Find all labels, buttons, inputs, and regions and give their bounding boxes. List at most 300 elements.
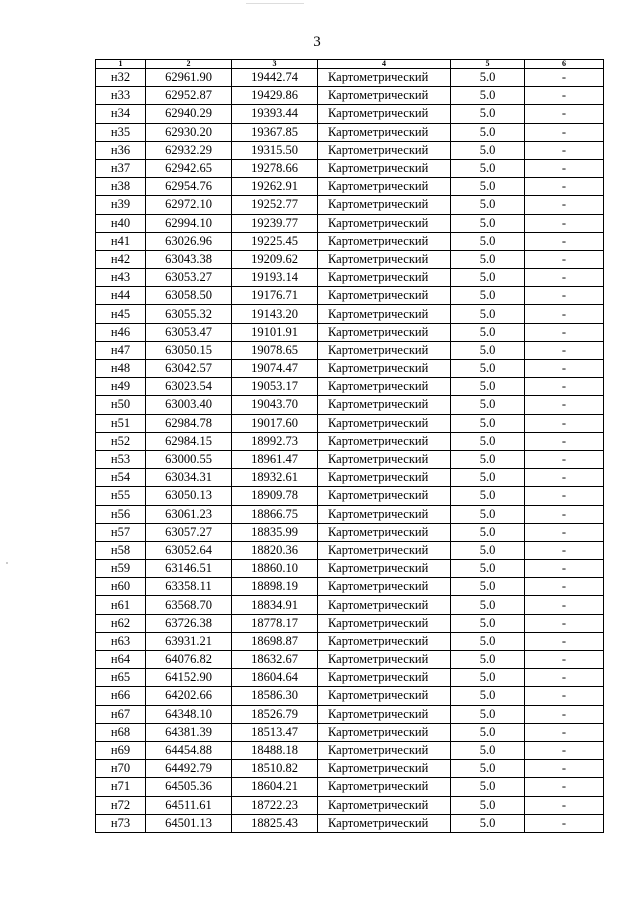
table-row — [96, 378, 604, 396]
method-cell: Картометрический — [318, 341, 451, 359]
point-id-cell: н33 — [96, 87, 146, 105]
table-row — [96, 360, 604, 378]
x-coordinate-cell: 63146.51 — [146, 560, 232, 578]
accuracy-cell: 5.0 — [451, 178, 525, 196]
accuracy-cell: 5.0 — [451, 469, 525, 487]
point-id-cell: н59 — [96, 560, 146, 578]
x-coordinate-cell: 62984.15 — [146, 432, 232, 450]
accuracy-cell: 5.0 — [451, 596, 525, 614]
table-row — [96, 105, 604, 123]
method-cell: Картометрический — [318, 250, 451, 268]
point-id-cell: н66 — [96, 687, 146, 705]
point-id-cell: н45 — [96, 305, 146, 323]
description-cell: - — [525, 396, 604, 414]
x-coordinate-cell: 62984.78 — [146, 414, 232, 432]
description-cell: - — [525, 614, 604, 632]
x-coordinate-cell: 63026.96 — [146, 232, 232, 250]
accuracy-cell: 5.0 — [451, 687, 525, 705]
description-cell: - — [525, 723, 604, 741]
accuracy-cell: 5.0 — [451, 287, 525, 305]
description-cell: - — [525, 469, 604, 487]
y-coordinate-cell: 19043.70 — [232, 396, 318, 414]
description-cell: - — [525, 123, 604, 141]
table-row — [96, 414, 604, 432]
point-id-cell: н57 — [96, 523, 146, 541]
x-coordinate-cell: 62961.90 — [146, 69, 232, 87]
description-cell: - — [525, 250, 604, 268]
description-cell: - — [525, 632, 604, 650]
point-id-cell: н67 — [96, 705, 146, 723]
x-coordinate-cell: 63053.47 — [146, 323, 232, 341]
y-coordinate-cell: 18835.99 — [232, 523, 318, 541]
table-row — [96, 269, 604, 287]
y-coordinate-cell: 18604.64 — [232, 669, 318, 687]
y-coordinate-cell: 19209.62 — [232, 250, 318, 268]
x-coordinate-cell: 62952.87 — [146, 87, 232, 105]
accuracy-cell: 5.0 — [451, 778, 525, 796]
description-cell: - — [525, 687, 604, 705]
table-row — [96, 778, 604, 796]
y-coordinate-cell: 18488.18 — [232, 741, 318, 759]
description-cell: - — [525, 450, 604, 468]
accuracy-cell: 5.0 — [451, 487, 525, 505]
method-cell: Картометрический — [318, 705, 451, 723]
accuracy-cell: 5.0 — [451, 505, 525, 523]
table-row — [96, 632, 604, 650]
accuracy-cell: 5.0 — [451, 432, 525, 450]
x-coordinate-cell: 64381.39 — [146, 723, 232, 741]
y-coordinate-cell: 18898.19 — [232, 578, 318, 596]
x-coordinate-cell: 64511.61 — [146, 796, 232, 814]
y-coordinate-cell: 18825.43 — [232, 814, 318, 832]
description-cell: - — [525, 432, 604, 450]
table-row — [96, 123, 604, 141]
point-id-cell: н61 — [96, 596, 146, 614]
table-body — [96, 69, 604, 833]
point-id-cell: н36 — [96, 141, 146, 159]
method-cell: Картометрический — [318, 687, 451, 705]
x-coordinate-cell: 64202.66 — [146, 687, 232, 705]
description-cell: - — [525, 596, 604, 614]
table-row — [96, 178, 604, 196]
method-cell: Картометрический — [318, 469, 451, 487]
x-coordinate-cell: 63568.70 — [146, 596, 232, 614]
accuracy-cell: 5.0 — [451, 414, 525, 432]
point-id-cell: н71 — [96, 778, 146, 796]
table-row — [96, 814, 604, 832]
accuracy-cell: 5.0 — [451, 741, 525, 759]
method-cell: Картометрический — [318, 596, 451, 614]
point-id-cell: н63 — [96, 632, 146, 650]
y-coordinate-cell: 19074.47 — [232, 360, 318, 378]
table-row — [96, 250, 604, 268]
description-cell: - — [525, 578, 604, 596]
y-coordinate-cell: 18526.79 — [232, 705, 318, 723]
x-coordinate-cell: 63931.21 — [146, 632, 232, 650]
y-coordinate-cell: 19193.14 — [232, 269, 318, 287]
scan-artifact-line — [246, 3, 304, 4]
x-coordinate-cell: 63050.13 — [146, 487, 232, 505]
column-header-3: 3 — [232, 60, 318, 69]
description-cell: - — [525, 87, 604, 105]
method-cell: Картометрический — [318, 123, 451, 141]
accuracy-cell: 5.0 — [451, 541, 525, 559]
accuracy-cell: 5.0 — [451, 159, 525, 177]
table-row — [96, 760, 604, 778]
table-row — [96, 651, 604, 669]
method-cell: Картометрический — [318, 541, 451, 559]
column-header-1: 1 — [96, 60, 146, 69]
method-cell: Картометрический — [318, 396, 451, 414]
point-id-cell: н34 — [96, 105, 146, 123]
x-coordinate-cell: 62930.20 — [146, 123, 232, 141]
x-coordinate-cell: 63003.40 — [146, 396, 232, 414]
table-row — [96, 560, 604, 578]
description-cell: - — [525, 287, 604, 305]
x-coordinate-cell: 63726.38 — [146, 614, 232, 632]
table-row — [96, 669, 604, 687]
y-coordinate-cell: 19252.77 — [232, 196, 318, 214]
y-coordinate-cell: 18909.78 — [232, 487, 318, 505]
y-coordinate-cell: 19442.74 — [232, 69, 318, 87]
x-coordinate-cell: 63000.55 — [146, 450, 232, 468]
method-cell: Картометрический — [318, 305, 451, 323]
point-id-cell: н69 — [96, 741, 146, 759]
y-coordinate-cell: 18722.23 — [232, 796, 318, 814]
x-coordinate-cell: 63043.38 — [146, 250, 232, 268]
x-coordinate-cell: 63042.57 — [146, 360, 232, 378]
x-coordinate-cell: 64505.36 — [146, 778, 232, 796]
accuracy-cell: 5.0 — [451, 523, 525, 541]
method-cell: Картометрический — [318, 178, 451, 196]
y-coordinate-cell: 18834.91 — [232, 596, 318, 614]
method-cell: Картометрический — [318, 159, 451, 177]
table-row — [96, 396, 604, 414]
table-row — [96, 741, 604, 759]
x-coordinate-cell: 62994.10 — [146, 214, 232, 232]
method-cell: Картометрический — [318, 414, 451, 432]
table-row — [96, 432, 604, 450]
method-cell: Картометрический — [318, 651, 451, 669]
y-coordinate-cell: 19315.50 — [232, 141, 318, 159]
x-coordinate-cell: 63061.23 — [146, 505, 232, 523]
y-coordinate-cell: 19262.91 — [232, 178, 318, 196]
method-cell: Картометрический — [318, 796, 451, 814]
table-row — [96, 614, 604, 632]
x-coordinate-cell: 63058.50 — [146, 287, 232, 305]
method-cell: Картометрический — [318, 450, 451, 468]
y-coordinate-cell: 18932.61 — [232, 469, 318, 487]
point-id-cell: н56 — [96, 505, 146, 523]
table-row — [96, 196, 604, 214]
description-cell: - — [525, 105, 604, 123]
accuracy-cell: 5.0 — [451, 87, 525, 105]
method-cell: Картометрический — [318, 723, 451, 741]
x-coordinate-cell: 63050.15 — [146, 341, 232, 359]
point-id-cell: н51 — [96, 414, 146, 432]
x-coordinate-cell: 64076.82 — [146, 651, 232, 669]
x-coordinate-cell: 63057.27 — [146, 523, 232, 541]
point-id-cell: н32 — [96, 69, 146, 87]
point-id-cell: н60 — [96, 578, 146, 596]
description-cell: - — [525, 305, 604, 323]
accuracy-cell: 5.0 — [451, 232, 525, 250]
y-coordinate-cell: 19053.17 — [232, 378, 318, 396]
description-cell: - — [525, 541, 604, 559]
y-coordinate-cell: 18586.30 — [232, 687, 318, 705]
table-row — [96, 705, 604, 723]
point-id-cell: н68 — [96, 723, 146, 741]
coordinates-table — [95, 59, 604, 833]
point-id-cell: н38 — [96, 178, 146, 196]
y-coordinate-cell: 19393.44 — [232, 105, 318, 123]
column-header-5: 5 — [451, 60, 525, 69]
table-row — [96, 487, 604, 505]
table-row — [96, 723, 604, 741]
table-row — [96, 69, 604, 87]
table-row — [96, 450, 604, 468]
description-cell: - — [525, 487, 604, 505]
point-id-cell: н52 — [96, 432, 146, 450]
point-id-cell: н64 — [96, 651, 146, 669]
description-cell: - — [525, 705, 604, 723]
point-id-cell: н58 — [96, 541, 146, 559]
accuracy-cell: 5.0 — [451, 450, 525, 468]
method-cell: Картометрический — [318, 741, 451, 759]
accuracy-cell: 5.0 — [451, 651, 525, 669]
accuracy-cell: 5.0 — [451, 723, 525, 741]
accuracy-cell: 5.0 — [451, 614, 525, 632]
x-coordinate-cell: 62954.76 — [146, 178, 232, 196]
column-header-2: 2 — [146, 60, 232, 69]
table-row — [96, 541, 604, 559]
x-coordinate-cell: 62940.29 — [146, 105, 232, 123]
accuracy-cell: 5.0 — [451, 560, 525, 578]
method-cell: Картометрический — [318, 632, 451, 650]
table-row — [96, 469, 604, 487]
y-coordinate-cell: 18632.67 — [232, 651, 318, 669]
x-coordinate-cell: 63034.31 — [146, 469, 232, 487]
point-id-cell: н70 — [96, 760, 146, 778]
table-row — [96, 505, 604, 523]
y-coordinate-cell: 18698.87 — [232, 632, 318, 650]
point-id-cell: н41 — [96, 232, 146, 250]
y-coordinate-cell: 19101.91 — [232, 323, 318, 341]
description-cell: - — [525, 323, 604, 341]
point-id-cell: н53 — [96, 450, 146, 468]
accuracy-cell: 5.0 — [451, 305, 525, 323]
method-cell: Картометрический — [318, 523, 451, 541]
description-cell: - — [525, 214, 604, 232]
x-coordinate-cell: 63023.54 — [146, 378, 232, 396]
method-cell: Картометрический — [318, 578, 451, 596]
method-cell: Картометрический — [318, 560, 451, 578]
table-header — [96, 60, 604, 69]
x-coordinate-cell: 62942.65 — [146, 159, 232, 177]
column-header-6: 6 — [525, 60, 604, 69]
description-cell: - — [525, 778, 604, 796]
y-coordinate-cell: 19239.77 — [232, 214, 318, 232]
description-cell: - — [525, 505, 604, 523]
description-cell: - — [525, 196, 604, 214]
description-cell: - — [525, 269, 604, 287]
x-coordinate-cell: 63053.27 — [146, 269, 232, 287]
y-coordinate-cell: 18510.82 — [232, 760, 318, 778]
x-coordinate-cell: 64501.13 — [146, 814, 232, 832]
method-cell: Картометрический — [318, 505, 451, 523]
accuracy-cell: 5.0 — [451, 196, 525, 214]
x-coordinate-cell: 62932.29 — [146, 141, 232, 159]
point-id-cell: н50 — [96, 396, 146, 414]
table-row — [96, 141, 604, 159]
method-cell: Картометрический — [318, 360, 451, 378]
x-coordinate-cell: 64348.10 — [146, 705, 232, 723]
point-id-cell: н40 — [96, 214, 146, 232]
scan-artifact-dot — [6, 562, 8, 564]
accuracy-cell: 5.0 — [451, 814, 525, 832]
method-cell: Картометрический — [318, 814, 451, 832]
method-cell: Картометрический — [318, 669, 451, 687]
y-coordinate-cell: 19143.20 — [232, 305, 318, 323]
description-cell: - — [525, 414, 604, 432]
point-id-cell: н37 — [96, 159, 146, 177]
accuracy-cell: 5.0 — [451, 123, 525, 141]
method-cell: Картометрический — [318, 232, 451, 250]
table-row — [96, 87, 604, 105]
description-cell: - — [525, 669, 604, 687]
y-coordinate-cell: 18866.75 — [232, 505, 318, 523]
point-id-cell: н49 — [96, 378, 146, 396]
accuracy-cell: 5.0 — [451, 360, 525, 378]
table-row — [96, 596, 604, 614]
point-id-cell: н65 — [96, 669, 146, 687]
description-cell: - — [525, 232, 604, 250]
method-cell: Картометрический — [318, 323, 451, 341]
description-cell: - — [525, 141, 604, 159]
method-cell: Картометрический — [318, 269, 451, 287]
description-cell: - — [525, 760, 604, 778]
description-cell: - — [525, 796, 604, 814]
accuracy-cell: 5.0 — [451, 323, 525, 341]
method-cell: Картометрический — [318, 287, 451, 305]
method-cell: Картометрический — [318, 87, 451, 105]
y-coordinate-cell: 18961.47 — [232, 450, 318, 468]
description-cell: - — [525, 378, 604, 396]
x-coordinate-cell: 63052.64 — [146, 541, 232, 559]
accuracy-cell: 5.0 — [451, 250, 525, 268]
x-coordinate-cell: 64492.79 — [146, 760, 232, 778]
y-coordinate-cell: 19017.60 — [232, 414, 318, 432]
point-id-cell: н39 — [96, 196, 146, 214]
point-id-cell: н43 — [96, 269, 146, 287]
accuracy-cell: 5.0 — [451, 214, 525, 232]
x-coordinate-cell: 64152.90 — [146, 669, 232, 687]
point-id-cell: н42 — [96, 250, 146, 268]
x-coordinate-cell: 62972.10 — [146, 196, 232, 214]
table-row — [96, 578, 604, 596]
accuracy-cell: 5.0 — [451, 69, 525, 87]
method-cell: Картометрический — [318, 378, 451, 396]
y-coordinate-cell: 18992.73 — [232, 432, 318, 450]
method-cell: Картометрический — [318, 778, 451, 796]
point-id-cell: н73 — [96, 814, 146, 832]
description-cell: - — [525, 159, 604, 177]
page-number: 3 — [313, 34, 321, 50]
point-id-cell: н62 — [96, 614, 146, 632]
accuracy-cell: 5.0 — [451, 669, 525, 687]
accuracy-cell: 5.0 — [451, 269, 525, 287]
y-coordinate-cell: 18860.10 — [232, 560, 318, 578]
point-id-cell: н47 — [96, 341, 146, 359]
y-coordinate-cell: 18820.36 — [232, 541, 318, 559]
y-coordinate-cell: 19278.66 — [232, 159, 318, 177]
column-header-4: 4 — [318, 60, 451, 69]
method-cell: Картометрический — [318, 196, 451, 214]
y-coordinate-cell: 19078.65 — [232, 341, 318, 359]
table-row — [96, 523, 604, 541]
method-cell: Картометрический — [318, 487, 451, 505]
point-id-cell: н55 — [96, 487, 146, 505]
y-coordinate-cell: 19176.71 — [232, 287, 318, 305]
description-cell: - — [525, 651, 604, 669]
method-cell: Картометрический — [318, 69, 451, 87]
y-coordinate-cell: 18778.17 — [232, 614, 318, 632]
y-coordinate-cell: 19225.45 — [232, 232, 318, 250]
y-coordinate-cell: 18604.21 — [232, 778, 318, 796]
table-row — [96, 287, 604, 305]
accuracy-cell: 5.0 — [451, 378, 525, 396]
table-row — [96, 687, 604, 705]
point-id-cell: н44 — [96, 287, 146, 305]
x-coordinate-cell: 64454.88 — [146, 741, 232, 759]
y-coordinate-cell: 18513.47 — [232, 723, 318, 741]
method-cell: Картометрический — [318, 214, 451, 232]
table-row — [96, 159, 604, 177]
accuracy-cell: 5.0 — [451, 796, 525, 814]
accuracy-cell: 5.0 — [451, 760, 525, 778]
description-cell: - — [525, 341, 604, 359]
method-cell: Картометрический — [318, 432, 451, 450]
accuracy-cell: 5.0 — [451, 632, 525, 650]
y-coordinate-cell: 19367.85 — [232, 123, 318, 141]
accuracy-cell: 5.0 — [451, 578, 525, 596]
accuracy-cell: 5.0 — [451, 396, 525, 414]
point-id-cell: н35 — [96, 123, 146, 141]
description-cell: - — [525, 360, 604, 378]
point-id-cell: н72 — [96, 796, 146, 814]
description-cell: - — [525, 178, 604, 196]
method-cell: Картометрический — [318, 105, 451, 123]
y-coordinate-cell: 19429.86 — [232, 87, 318, 105]
description-cell: - — [525, 560, 604, 578]
accuracy-cell: 5.0 — [451, 341, 525, 359]
point-id-cell: н46 — [96, 323, 146, 341]
accuracy-cell: 5.0 — [451, 105, 525, 123]
table-row — [96, 796, 604, 814]
point-id-cell: н48 — [96, 360, 146, 378]
table-row — [96, 305, 604, 323]
accuracy-cell: 5.0 — [451, 705, 525, 723]
x-coordinate-cell: 63358.11 — [146, 578, 232, 596]
header-row — [96, 60, 604, 69]
table-row — [96, 232, 604, 250]
x-coordinate-cell: 63055.32 — [146, 305, 232, 323]
table-row — [96, 323, 604, 341]
point-id-cell: н54 — [96, 469, 146, 487]
description-cell: - — [525, 523, 604, 541]
accuracy-cell: 5.0 — [451, 141, 525, 159]
description-cell: - — [525, 814, 604, 832]
